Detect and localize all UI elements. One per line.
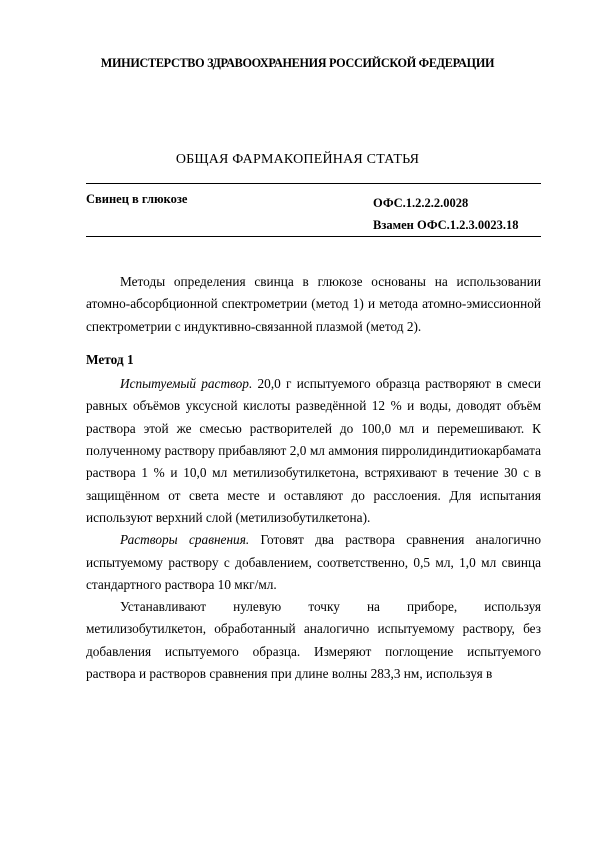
replaces-code: Взамен ОФС.1.2.3.0023.18 — [373, 218, 519, 232]
reference-solutions-text: Готовят два раствора сравнения аналогично испытуемому раствору с добавлением, соответственно, 0,5 мл, 1,0 мл свинца стандартного раствора 10 мкг/мл. — [86, 532, 541, 592]
procedure-paragraph: Устанавливают нулевую точку на приборе, используя метилизобутилкетон, обработанный аналогично испытуемому раствору, без добавления испытуемого образца. Измеряют поглощение испытуемого раствора и растворов сравнения при длине волны 283,3 нм, используя в — [86, 599, 541, 682]
test-solution-paragraph — [86, 373, 541, 529]
monograph-subject: Свинец в глюкозе — [86, 192, 188, 206]
ministry-title: МИНИСТЕРСТВО ЗДРАВООХРАНЕНИЯ РОССИЙСКОЙ ФЕДЕРАЦИИ — [100, 56, 495, 70]
monograph-code: ОФС.1.2.2.2.0028 — [373, 196, 469, 210]
document-body — [86, 271, 541, 685]
header-rule-top — [86, 183, 541, 184]
header-rule-bottom — [86, 236, 541, 237]
test-solution-term: Испытуемый раствор. — [120, 376, 253, 392]
reference-solutions-term: Растворы сравнения. — [120, 532, 250, 548]
intro-paragraph: Методы определения свинца в глюкозе основаны на использовании атомно-абсорбционной спектрометрии (метод 1) и метода атомно-эмиссионной спектрометрии с индуктивно-связанной плазмой (метод 2). — [86, 274, 541, 334]
monograph-codes — [373, 192, 519, 236]
method-1-heading: Метод 1 — [86, 351, 134, 367]
reference-solutions-paragraph — [86, 529, 541, 596]
document-type-title: ОБЩАЯ ФАРМАКОПЕЙНАЯ СТАТЬЯ — [175, 152, 420, 167]
test-solution-text: 20,0 г испытуемого образца растворяют в смеси равных объёмов уксусной кислоты разведённой 12 % и воды, доводят объём раствора этой же смесью растворителей до 100,0 мл и перемешивают. К полученному раствору прибавляют 2,0 мл аммония пирролидиндитиокарбамата раствора 1 % и 10,0 мл метилизобутилкетона, встряхивают в течение 30 с в защищённом от света месте и оставляют до расслоения. Для испытания используют верхний слой (метилизобутилкетона). — [86, 376, 542, 525]
